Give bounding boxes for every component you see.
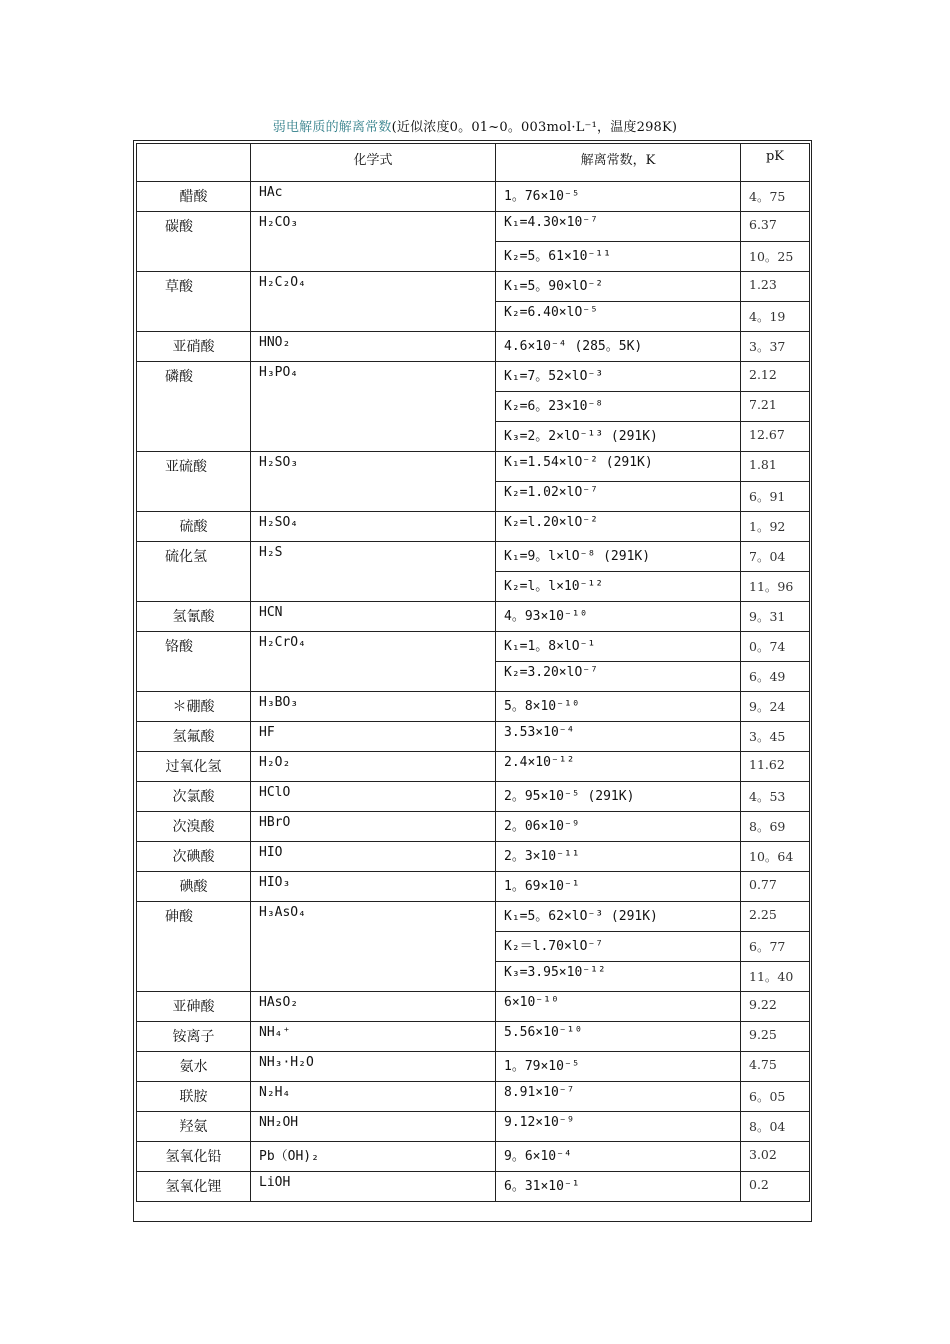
cell-dissociation-constant: 6×10⁻¹⁰ [496,992,741,1022]
table-row [137,542,810,572]
cell-dissociation-constant: K₁=4.30×10⁻⁷ [496,212,741,242]
cell-pk: 9.25 [741,1022,810,1052]
table-row [137,632,810,662]
cell-dissociation-constant: K₃=3.95×10⁻¹² [496,962,741,992]
cell-substance-name: ＊硼酸 [137,692,251,722]
dissociation-table-frame [133,140,812,1222]
cell-dissociation-constant: 1。79×10⁻⁵ [496,1052,741,1082]
cell-dissociation-constant: 3.53×10⁻⁴ [496,722,741,752]
cell-pk: 6。91 [741,482,810,512]
cell-substance-name: 氢氧化锂 [137,1172,251,1202]
table-row [137,812,810,842]
cell-substance-name: 硫酸 [137,512,251,542]
cell-dissociation-constant: 2。06×10⁻⁹ [496,812,741,842]
cell-dissociation-constant: K₁=9。l×lO⁻⁸ (291K) [496,542,741,572]
cell-pk: 6。49 [741,662,810,692]
header-formula: 化学式 [251,144,496,182]
cell-formula: H₂SO₄ [251,512,496,542]
cell-dissociation-constant: K₂=5。61×10⁻¹¹ [496,242,741,272]
table-row [137,902,810,932]
cell-substance-name: 醋酸 [137,182,251,212]
cell-substance-name: 氢氰酸 [137,602,251,632]
page-title [0,116,950,135]
cell-formula: H₃PO₄ [251,362,496,452]
cell-substance-name: 氢氧化铅 [137,1142,251,1172]
cell-formula: HIO₃ [251,872,496,902]
table-row [137,842,810,872]
cell-dissociation-constant: 5。8×10⁻¹⁰ [496,692,741,722]
table-row [137,1112,810,1142]
table-row [137,1022,810,1052]
header-name [137,144,251,182]
cell-dissociation-constant: 2.4×10⁻¹² [496,752,741,782]
cell-formula: N₂H₄ [251,1082,496,1112]
cell-substance-name: 草酸 [137,272,251,332]
header-pk: pK [741,144,810,182]
table-row [137,182,810,212]
cell-pk: 1.23 [741,272,810,302]
cell-dissociation-constant: K₂=l。l×10⁻¹² [496,572,741,602]
cell-pk: 2.12 [741,362,810,392]
cell-pk: 1。92 [741,512,810,542]
cell-pk: 4。19 [741,302,810,332]
table-row [137,782,810,812]
cell-substance-name: 铵离子 [137,1022,251,1052]
cell-dissociation-constant: 5.56×10⁻¹⁰ [496,1022,741,1052]
table-row [137,362,810,392]
cell-formula: HIO [251,842,496,872]
cell-substance-name: 次溴酸 [137,812,251,842]
cell-substance-name: 碘酸 [137,872,251,902]
cell-pk: 12.67 [741,422,810,452]
cell-formula: H₃AsO₄ [251,902,496,992]
table-row [137,332,810,362]
cell-dissociation-constant: K₁=5。62×lO⁻³ (291K) [496,902,741,932]
cell-dissociation-constant: K₂=6。23×10⁻⁸ [496,392,741,422]
cell-pk: 10。64 [741,842,810,872]
cell-pk: 6。05 [741,1082,810,1112]
cell-substance-name: 过氧化氢 [137,752,251,782]
cell-dissociation-constant: 2。95×10⁻⁵ (291K) [496,782,741,812]
cell-pk: 6。77 [741,932,810,962]
cell-dissociation-constant: 1。76×10⁻⁵ [496,182,741,212]
header-k: 解离常数，K [496,144,741,182]
cell-substance-name: 亚硫酸 [137,452,251,512]
cell-substance-name: 硫化氢 [137,542,251,602]
cell-substance-name: 次氯酸 [137,782,251,812]
table-row [137,1082,810,1112]
cell-substance-name: 氨水 [137,1052,251,1082]
cell-formula: H₃BO₃ [251,692,496,722]
cell-substance-name: 次碘酸 [137,842,251,872]
cell-pk: 11。40 [741,962,810,992]
cell-pk: 0.77 [741,872,810,902]
cell-dissociation-constant: K₃=2。2×lO⁻¹³ (291K) [496,422,741,452]
cell-formula: HCN [251,602,496,632]
table-row [137,992,810,1022]
cell-substance-name: 亚硝酸 [137,332,251,362]
table-row [137,1172,810,1202]
table-body [137,182,810,1202]
cell-formula: HAsO₂ [251,992,496,1022]
cell-pk: 7。04 [741,542,810,572]
cell-dissociation-constant: K₁=1。8×lO⁻¹ [496,632,741,662]
cell-formula: H₂CO₃ [251,212,496,272]
cell-dissociation-constant: K₂=3.20×lO⁻⁷ [496,662,741,692]
table-row [137,1142,810,1172]
cell-pk: 9.22 [741,992,810,1022]
cell-dissociation-constant: 2。3×10⁻¹¹ [496,842,741,872]
cell-formula: NH₂OH [251,1112,496,1142]
cell-formula: H₂S [251,542,496,602]
cell-pk: 11.62 [741,752,810,782]
cell-substance-name: 铬酸 [137,632,251,692]
title-suffix: (近似浓度0。01~0。003mol·L⁻¹，温度298K) [391,120,678,135]
table-row [137,602,810,632]
cell-dissociation-constant: 4。93×10⁻¹⁰ [496,602,741,632]
cell-pk: 3。45 [741,722,810,752]
table-header-row [137,144,810,182]
dissociation-table [136,143,810,1202]
cell-dissociation-constant: K₂=1.02×lO⁻⁷ [496,482,741,512]
cell-pk: 2.25 [741,902,810,932]
table-row [137,1052,810,1082]
cell-dissociation-constant: K₂=l.20×lO⁻² [496,512,741,542]
cell-formula: H₂C₂O₄ [251,272,496,332]
cell-pk: 11。96 [741,572,810,602]
cell-formula: HAc [251,182,496,212]
cell-dissociation-constant: 1。69×10⁻¹ [496,872,741,902]
cell-pk: 8。04 [741,1112,810,1142]
cell-formula: H₂O₂ [251,752,496,782]
table-row [137,512,810,542]
cell-substance-name: 联胺 [137,1082,251,1112]
cell-formula: HF [251,722,496,752]
cell-formula: Pb（OH)₂ [251,1142,496,1172]
cell-pk: 3.02 [741,1142,810,1172]
cell-dissociation-constant: 9。6×10⁻⁴ [496,1142,741,1172]
cell-substance-name: 氢氟酸 [137,722,251,752]
cell-substance-name: 砷酸 [137,902,251,992]
cell-pk: 9。24 [741,692,810,722]
cell-dissociation-constant: K₁=5。90×lO⁻² [496,272,741,302]
cell-formula: HNO₂ [251,332,496,362]
cell-dissociation-constant: 9.12×10⁻⁹ [496,1112,741,1142]
cell-dissociation-constant: 6。31×10⁻¹ [496,1172,741,1202]
cell-pk: 7.21 [741,392,810,422]
cell-pk: 9。31 [741,602,810,632]
cell-pk: 1.81 [741,452,810,482]
cell-substance-name: 羟氨 [137,1112,251,1142]
cell-substance-name: 碳酸 [137,212,251,272]
cell-pk: 3。37 [741,332,810,362]
table-row [137,752,810,782]
cell-formula: LiOH [251,1172,496,1202]
cell-pk: 4。53 [741,782,810,812]
cell-formula: H₂CrO₄ [251,632,496,692]
cell-formula: HBrO [251,812,496,842]
cell-dissociation-constant: K₁=7。52×lO⁻³ [496,362,741,392]
cell-pk: 0。74 [741,632,810,662]
table-row [137,722,810,752]
cell-pk: 4。75 [741,182,810,212]
table-row [137,272,810,302]
table-row [137,212,810,242]
table-row [137,872,810,902]
table-row [137,452,810,482]
cell-pk: 0.2 [741,1172,810,1202]
table-row [137,692,810,722]
cell-pk: 6.37 [741,212,810,242]
cell-pk: 10。25 [741,242,810,272]
cell-pk: 4.75 [741,1052,810,1082]
cell-pk: 8。69 [741,812,810,842]
cell-substance-name: 亚砷酸 [137,992,251,1022]
cell-substance-name: 磷酸 [137,362,251,452]
cell-formula: HClO [251,782,496,812]
cell-formula: H₂SO₃ [251,452,496,512]
cell-dissociation-constant: K₂＝l.70×lO⁻⁷ [496,932,741,962]
cell-dissociation-constant: K₁=1.54×lO⁻² (291K) [496,452,741,482]
cell-dissociation-constant: K₂=6.40×lO⁻⁵ [496,302,741,332]
cell-formula: NH₄⁺ [251,1022,496,1052]
cell-dissociation-constant: 4.6×10⁻⁴ (285。5K) [496,332,741,362]
cell-formula: NH₃·H₂O [251,1052,496,1082]
title-prefix: 弱电解质的解离常数 [272,120,392,135]
cell-dissociation-constant: 8.91×10⁻⁷ [496,1082,741,1112]
